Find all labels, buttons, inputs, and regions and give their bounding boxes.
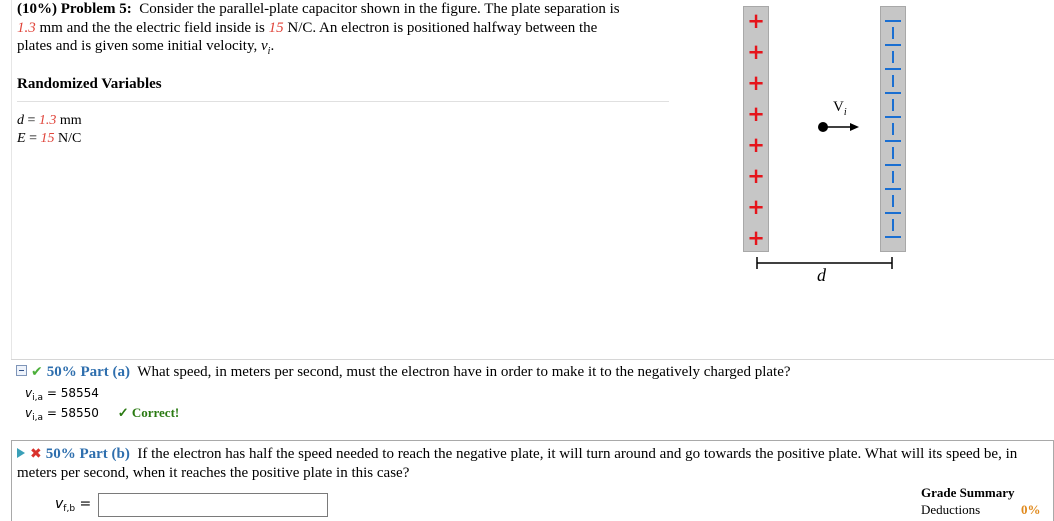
expand-play-icon[interactable] <box>17 448 25 458</box>
input-symbol: v <box>55 496 64 512</box>
plus-sign: + <box>747 71 765 95</box>
answer-input[interactable] <box>98 493 328 517</box>
problem-d-value: 1.3 <box>17 19 36 36</box>
answer-symbol: v <box>25 406 33 420</box>
input-eq: = <box>79 496 92 512</box>
part-a-header <box>16 364 791 381</box>
variable-d: d = 1.3 mm <box>17 113 82 128</box>
deductions-label: Deductions <box>921 502 981 517</box>
grade-summary-title: Grade Summary <box>921 485 1015 500</box>
check-icon: ✔ <box>31 364 43 380</box>
answer-input-label <box>55 496 91 514</box>
problem-text-2: mm and the the electric field inside is <box>39 19 265 36</box>
answer-sub: i,a <box>32 393 43 403</box>
plus-sign: + <box>747 226 765 250</box>
part-b-header <box>17 445 1037 483</box>
divider <box>17 101 669 102</box>
plus-sign: + <box>747 164 765 188</box>
variable-E-name: E <box>17 131 26 146</box>
correct-badge: ✓ Correct! <box>117 405 180 420</box>
problem-prefix: (10%) Problem 5: <box>17 1 132 17</box>
problem-text-3: N/C. An electron is positioned halfway between the <box>287 19 598 36</box>
part-b <box>11 440 1054 521</box>
variable-d-value: 1.3 <box>38 113 57 128</box>
plus-sign: + <box>747 40 765 64</box>
part-a-question: What speed, in meters per second, must the electron have in order to make it to the negatively charged plate? <box>137 364 791 380</box>
problem-text-4: plates and is given some initial velocity, <box>17 38 258 54</box>
part-a <box>11 359 1054 435</box>
incorrect-x-icon: ✖ <box>30 446 42 462</box>
answer-row <box>25 405 179 423</box>
plus-sign: + <box>747 102 765 126</box>
separation-label: d <box>817 265 826 285</box>
capacitor-figure <box>735 0 905 300</box>
plus-sign: + <box>747 195 765 219</box>
answer-value: = 58554 <box>46 386 99 400</box>
variable-E: E = 15 N/C <box>17 131 82 146</box>
answer-symbol: v <box>25 386 33 400</box>
deductions-value: 0% <box>1021 502 1041 517</box>
answer-sub: i,a <box>32 413 43 423</box>
plus-sign: + <box>747 9 765 33</box>
velocity-label <box>833 99 847 118</box>
answer-row <box>25 386 99 403</box>
velocity-label-v: V <box>833 99 844 115</box>
part-a-title: 50% Part (a) <box>46 364 131 380</box>
problem-E-value: 15 <box>268 19 284 36</box>
velocity-label-sub: i <box>843 107 847 118</box>
problem-text-1: Consider the parallel-plate capacitor shown in the figure. The plate separation is <box>139 1 620 17</box>
electron-diagram <box>735 0 905 300</box>
variable-d-unit: mm <box>59 113 82 128</box>
randomized-variables-title: Randomized Variables <box>17 76 162 92</box>
left-margin-rule <box>11 0 12 360</box>
problem-statement <box>17 0 677 62</box>
collapse-icon[interactable] <box>16 365 27 376</box>
velocity-arrowhead <box>850 123 859 131</box>
variable-E-unit: N/C <box>57 131 82 146</box>
problem-text-5: . <box>270 38 275 54</box>
problem-vi-sub: i <box>267 46 271 57</box>
problem-vi-symbol: v <box>260 38 268 54</box>
variable-E-value: 15 <box>40 131 55 146</box>
part-b-title: 50% Part (b) <box>45 446 130 462</box>
part-b-question: If the electron has half the speed needed to reach the negative plate, it will turn around and go towards the positive plate. What will its speed be, in meters per second, when it reaches the positive plate in this case? <box>17 446 1018 481</box>
variable-d-name: d <box>17 113 24 128</box>
plus-sign: + <box>747 133 765 157</box>
answer-value: = 58550 <box>46 406 99 420</box>
input-sub: f,b <box>63 504 76 514</box>
